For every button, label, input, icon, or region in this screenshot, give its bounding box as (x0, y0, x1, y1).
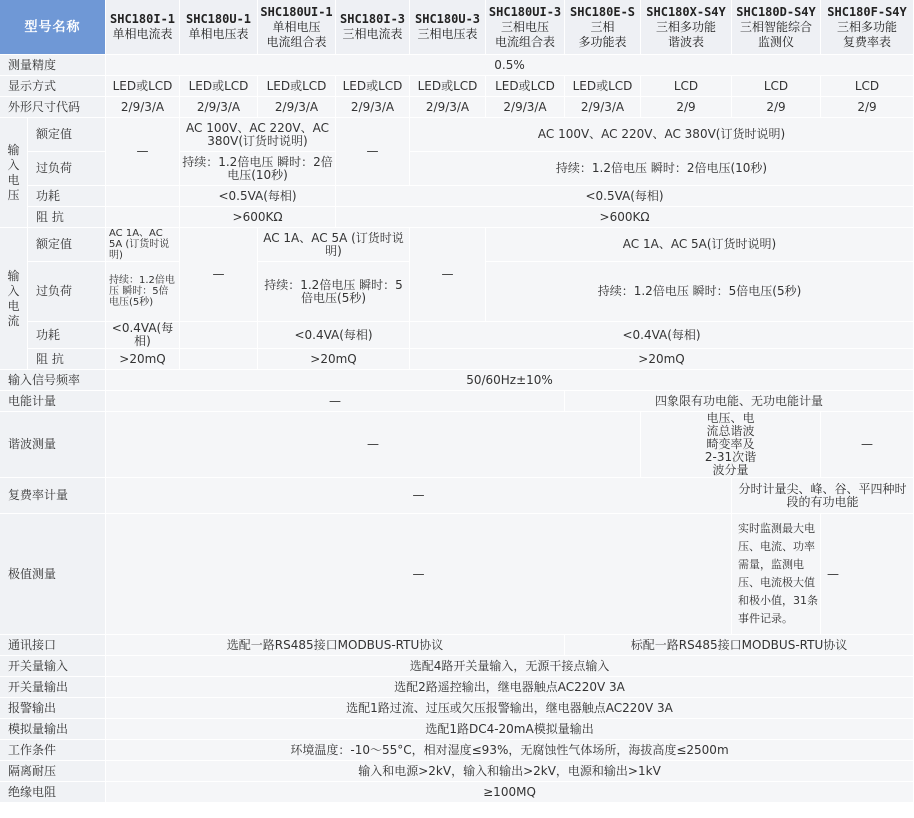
dimension-value: 2/9/3/A (410, 97, 486, 118)
voltage-power-single: <0.5VA(每相) (180, 186, 336, 207)
sub-label-rated: 额定值 (28, 118, 106, 152)
row-label-display: 显示方式 (0, 76, 106, 97)
comm-optional: 选配一路RS485接口MODBUS-RTU协议 (106, 635, 565, 656)
header-model: SHC180UI-1 单相电压 电流组合表 (258, 0, 336, 55)
row-label-do: 开关量输出 (0, 677, 106, 698)
dash-cell: — (180, 228, 258, 322)
header-model: SHC180F-S4Y 三相多功能 复费率表 (821, 0, 914, 55)
frequency-value: 50/60Hz±10% (106, 370, 914, 391)
env-value: 环境温度：-10～55°C，相对湿度≤93%，无腐蚀性气体场所，海拔高度≤2500m (106, 740, 914, 761)
tariff-value: 分时计量尖、峰、谷、平四种时段的有功电能 (732, 478, 914, 514)
dash-cell: — (106, 478, 732, 514)
dimension-value: 2/9/3/A (180, 97, 258, 118)
current-rated-three: AC 1A、AC 5A(订货时说明) (486, 228, 914, 262)
dash-cell: — (821, 412, 914, 478)
row-label-alarm: 报警输出 (0, 698, 106, 719)
row-label-accuracy: 测量精度 (0, 55, 106, 76)
sub-label-power: 功耗 (28, 322, 106, 349)
sub-label-impedance: 阻 抗 (28, 207, 106, 228)
voltage-rated-three: AC 100V、AC 220V、AC 380V(订货时说明) (410, 118, 914, 152)
sub-label-impedance: 阻 抗 (28, 349, 106, 370)
current-rated-single: AC 1A、AC 5A (订货时说明) (106, 228, 180, 262)
display-value: LCD (641, 76, 732, 97)
current-overload-single: 持续：1.2倍电压 瞬时：5倍电压(5秒) (106, 262, 180, 322)
voltage-rated-single: AC 100V、AC 220V、AC 380V(订货时说明) (180, 118, 336, 152)
header-model: SHC180I-3 三相电流表 (336, 0, 410, 55)
do-value: 选配2路遥控输出，继电器触点AC220V 3A (106, 677, 914, 698)
group-input-voltage: 输 入 电 压 (0, 118, 28, 228)
row-label-di: 开关量输入 (0, 656, 106, 677)
row-label-analog: 模拟量输出 (0, 719, 106, 740)
dimension-value: 2/9 (821, 97, 914, 118)
voltage-power-three: <0.5VA(每相) (336, 186, 914, 207)
display-value: LCD (732, 76, 821, 97)
dimension-value: 2/9 (641, 97, 732, 118)
dash-cell: — (821, 514, 914, 635)
insulation-value: ≥100MQ (106, 782, 914, 803)
dash-cell: — (106, 118, 180, 186)
header-model: SHC180D-S4Y 三相智能综合 监测仪 (732, 0, 821, 55)
energy-value: 四象限有功电能、无功电能计量 (565, 391, 914, 412)
row-label-tariff: 复费率计量 (0, 478, 106, 514)
voltage-impedance-single: >600KΩ (180, 207, 336, 228)
header-model: SHC180E-S 三相 多功能表 (565, 0, 641, 55)
dimension-value: 2/9/3/A (565, 97, 641, 118)
dimension-value: 2/9/3/A (106, 97, 180, 118)
current-power-three: <0.4VA(每相) (410, 322, 914, 349)
current-impedance-single: >20mQ (106, 349, 180, 370)
display-value: LED或LCD (258, 76, 336, 97)
isolation-value: 输入和电源>2kV，输入和输出>2kV，电源和输出>1kV (106, 761, 914, 782)
row-label-frequency: 输入信号频率 (0, 370, 106, 391)
current-power-single2: <0.4VA(每相) (258, 322, 410, 349)
current-overload-three: 持续：1.2倍电压 瞬时：5倍电压(5秒) (486, 262, 914, 322)
sub-label-power: 功耗 (28, 186, 106, 207)
sub-label-rated: 额定值 (28, 228, 106, 262)
display-value: LCD (821, 76, 914, 97)
dash-cell: — (106, 412, 641, 478)
dimension-value: 2/9/3/A (336, 97, 410, 118)
display-value: LED或LCD (106, 76, 180, 97)
header-model: SHC180I-1 单相电流表 (106, 0, 180, 55)
current-overload-single2: 持续：1.2倍电压 瞬时：5倍电压(5秒) (258, 262, 410, 322)
dash-cell: — (106, 391, 565, 412)
current-power-single: <0.4VA(每相) (106, 322, 180, 349)
voltage-overload-three: 持续：1.2倍电压 瞬时：2倍电压(10秒) (410, 152, 914, 186)
current-impedance-single2: >20mQ (258, 349, 410, 370)
header-model: SHC180U-3 三相电压表 (410, 0, 486, 55)
voltage-overload-single: 持续：1.2倍电压 瞬时：2倍电压(10秒) (180, 152, 336, 186)
extreme-value: 实时监测最大电压、电流、功率需量，监测电压、电流极大值和极小值，31条事件记录。 (732, 514, 821, 635)
di-value: 选配4路开关量输入，无源干接点输入 (106, 656, 914, 677)
current-impedance-three: >20mQ (410, 349, 914, 370)
header-model: SHC180U-1 单相电压表 (180, 0, 258, 55)
group-input-current: 输 入 电 流 (0, 228, 28, 370)
accuracy-value: 0.5% (106, 55, 914, 76)
header-corner: 型号名称 (0, 0, 106, 55)
display-value: LED或LCD (486, 76, 565, 97)
display-value: LED或LCD (180, 76, 258, 97)
sub-label-overload: 过负荷 (28, 152, 106, 186)
header-model: SHC180UI-3 三相电压 电流组合表 (486, 0, 565, 55)
row-label-insulation: 绝缘电阻 (0, 782, 106, 803)
comm-standard: 标配一路RS485接口MODBUS-RTU协议 (565, 635, 914, 656)
voltage-impedance-three: >600KΩ (336, 207, 914, 228)
dash-cell: — (410, 228, 486, 322)
dimension-value: 2/9/3/A (486, 97, 565, 118)
row-label-env: 工作条件 (0, 740, 106, 761)
dimension-value: 2/9/3/A (258, 97, 336, 118)
alarm-value: 选配1路过流、过压或欠压报警输出，继电器触点AC220V 3A (106, 698, 914, 719)
dimension-value: 2/9 (732, 97, 821, 118)
row-label-energy: 电能计量 (0, 391, 106, 412)
row-label-dimension: 外形尺寸代码 (0, 97, 106, 118)
display-value: LED或LCD (336, 76, 410, 97)
dash-cell: — (106, 514, 732, 635)
row-label-isolation: 隔离耐压 (0, 761, 106, 782)
sub-label-overload: 过负荷 (28, 262, 106, 322)
row-label-harmonic: 谐波测量 (0, 412, 106, 478)
row-label-extreme: 极值测量 (0, 514, 106, 635)
header-model: SHC180X-S4Y 三相多功能 谐波表 (641, 0, 732, 55)
display-value: LED或LCD (410, 76, 486, 97)
row-label-comm: 通讯接口 (0, 635, 106, 656)
analog-value: 选配1路DC4-20mA模拟量输出 (106, 719, 914, 740)
dash-cell: — (336, 118, 410, 186)
current-rated-single2: AC 1A、AC 5A (订货时说明) (258, 228, 410, 262)
harmonic-value: 电压、电流总谐波畸变率及2-31次谐波分量 (641, 412, 821, 478)
display-value: LED或LCD (565, 76, 641, 97)
